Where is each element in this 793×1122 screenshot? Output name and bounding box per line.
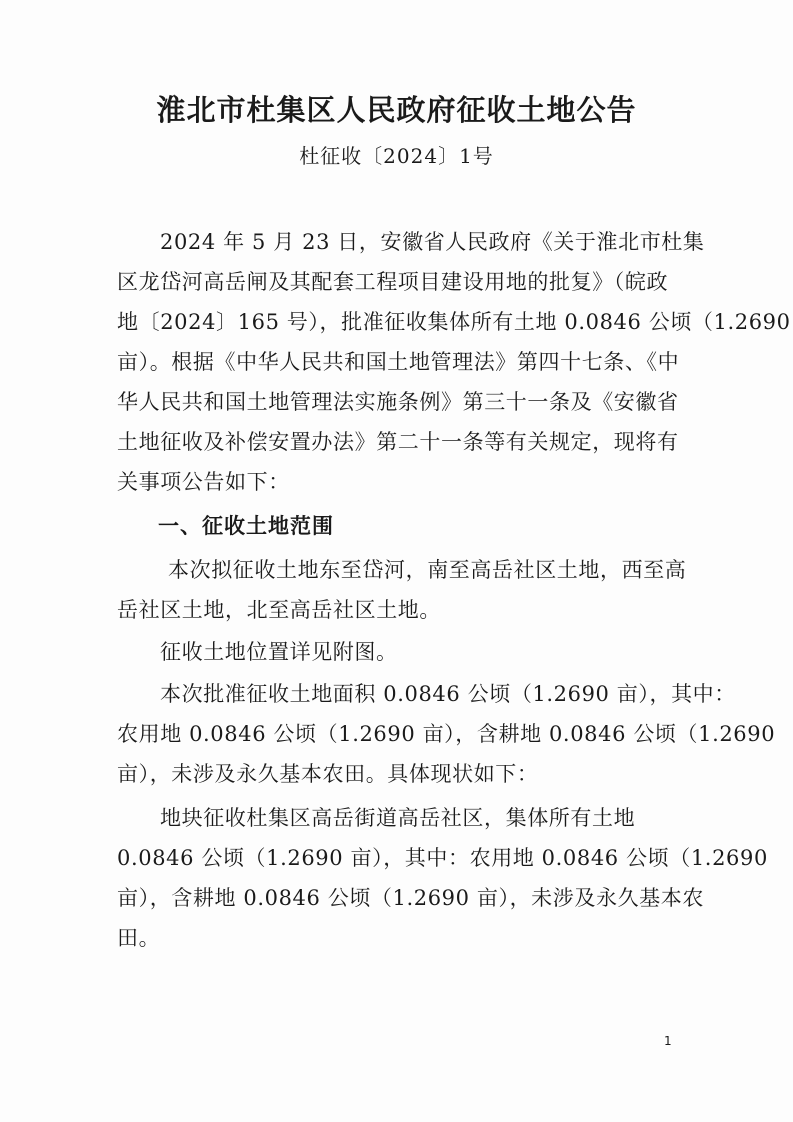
body-line: 区龙岱河高岳闸及其配套工程项目建设用地的批复》（皖政 bbox=[117, 270, 669, 294]
section-heading: 一、征收土地范围 bbox=[158, 514, 334, 538]
body-line: 地〔2024〕165 号），批准征收集体所有土地 0.0846 公顷（1.2690 bbox=[117, 310, 791, 334]
body-line: 2024 年 5 月 23 日，安徽省人民政府《关于淮北市杜集 bbox=[160, 230, 705, 254]
body-line: 农用地 0.0846 公顷（1.2690 亩），含耕地 0.0846 公顷（1.2690 bbox=[117, 722, 776, 746]
page-number: 1 bbox=[664, 1034, 672, 1048]
body-line: 关事项公告如下： bbox=[117, 470, 290, 494]
body-line: 地块征收杜集区高岳街道高岳社区，集体所有土地 bbox=[160, 806, 636, 830]
body-line: 征收土地位置详见附图。 bbox=[160, 640, 398, 664]
body-line: 本次批准征收土地面积 0.0846 公顷（1.2690 亩），其中： bbox=[160, 682, 736, 706]
body-line: 土地征收及补偿安置办法》第二十一条等有关规定，现将有 bbox=[117, 430, 679, 454]
body-line: 岳社区土地，北至高岳社区土地。 bbox=[117, 598, 441, 622]
body-line: 亩）。根据《中华人民共和国土地管理法》第四十七条、《中 bbox=[117, 350, 680, 374]
document-title: 淮北市杜集区人民政府征收土地公告 bbox=[156, 93, 637, 127]
body-line: 田。 bbox=[117, 926, 161, 950]
body-line: 0.0846 公顷（1.2690 亩），其中：农用地 0.0846 公顷（1.2690 bbox=[117, 846, 768, 870]
body-line: 亩），未涉及永久基本农田。具体现状如下： bbox=[117, 762, 539, 786]
document-number: 杜征收〔2024〕1号 bbox=[299, 144, 494, 168]
body-line: 本次拟征收土地东至岱河，南至高岳社区土地，西至高 bbox=[168, 558, 687, 582]
body-line: 华人民共和国土地管理法实施条例》第三十一条及《安徽省 bbox=[117, 390, 679, 414]
body-line: 亩），含耕地 0.0846 公顷（1.2690 亩），未涉及永久基本农 bbox=[117, 886, 704, 910]
